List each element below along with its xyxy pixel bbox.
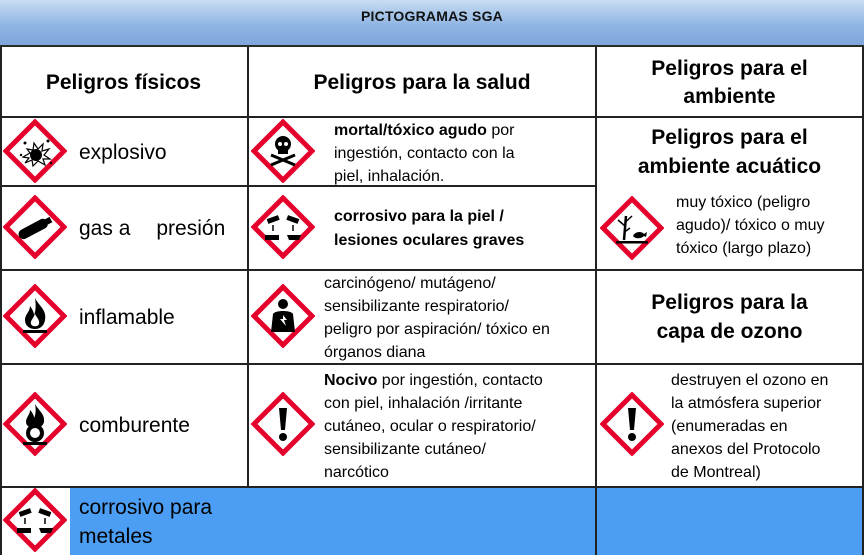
desc-ozone-line2: la atmósfera superior xyxy=(671,395,822,412)
health-hazard-icon xyxy=(251,284,315,348)
title-bar xyxy=(0,0,864,47)
label-gas-pressure xyxy=(79,214,225,243)
label-oxidizer: comburente xyxy=(79,414,190,437)
heading-aquatic-line1: Peligros para el xyxy=(651,126,808,149)
desc-aquatic-line2: agudo)/ tóxico o muy xyxy=(676,217,825,234)
heading-ozone-line1: Peligros para la xyxy=(651,291,808,314)
gas-cylinder-icon xyxy=(3,195,67,259)
desc-harmful-rest3: cutáneo, ocular o respiratorio/ xyxy=(324,418,536,435)
desc-ozone-line4: anexos del Protocolo xyxy=(671,441,821,458)
desc-aquatic xyxy=(676,191,825,260)
environment-icon xyxy=(600,196,664,260)
desc-ozone xyxy=(671,369,828,484)
desc-ozone-line5: de Montreal) xyxy=(671,464,761,481)
blank-cell-environment xyxy=(596,488,864,555)
desc-cmr xyxy=(324,272,550,364)
label-explosive: explosivo xyxy=(79,141,167,164)
exploding-bomb-icon xyxy=(3,119,67,183)
desc-skin-corrosion-line2: lesiones oculares graves xyxy=(334,232,525,249)
skull-crossbones-icon xyxy=(251,119,315,183)
desc-ozone-line1: destruyen el ozono en xyxy=(671,372,829,389)
grid-line xyxy=(0,486,864,488)
desc-acute-rest3: piel, inhalación. xyxy=(334,168,445,185)
desc-harmful-rest1: por ingestión, contacto xyxy=(377,372,543,389)
corrosion-icon xyxy=(3,488,67,552)
desc-aquatic-line3: tóxico (largo plazo) xyxy=(676,240,812,257)
grid-line xyxy=(0,116,864,118)
desc-harmful-rest5: narcótico xyxy=(324,464,389,481)
header-environment xyxy=(597,49,862,116)
label-flammable: inflamable xyxy=(79,306,175,329)
exclamation-mark-icon xyxy=(600,392,664,456)
desc-cmr-line3: peligro por aspiración/ tóxico en xyxy=(324,321,550,338)
label-gas-a: gas a xyxy=(79,217,131,240)
heading-aquatic-line2: ambiente acuático xyxy=(637,155,822,178)
label-corrosive-metals-line1: corrosivo para xyxy=(79,496,213,519)
desc-acute-rest2: ingestión, contacto con la xyxy=(334,145,515,162)
desc-acute-toxicity xyxy=(334,119,515,188)
header-health: Peligros para la salud xyxy=(313,70,531,94)
desc-cmr-line4: órganos diana xyxy=(324,344,426,361)
desc-ozone-line3: (enumeradas en xyxy=(671,418,788,435)
flame-over-circle-icon xyxy=(3,392,67,456)
grid-line xyxy=(0,47,2,555)
flame-icon xyxy=(3,284,67,348)
corrosion-icon xyxy=(251,195,315,259)
desc-skin-corrosion xyxy=(334,205,524,253)
desc-harmful xyxy=(324,369,543,484)
heading-ozone-line2: capa de ozono xyxy=(656,320,803,343)
desc-cmr-line2: sensibilizante respiratorio/ xyxy=(324,298,509,315)
header-environment-line2: ambiente xyxy=(683,84,776,108)
heading-ozone xyxy=(597,288,862,346)
desc-cmr-line1: carcinógeno/ mutágeno/ xyxy=(324,275,496,292)
exclamation-mark-icon xyxy=(251,392,315,456)
grid-line xyxy=(0,269,864,271)
header-environment-line1: Peligros para el xyxy=(651,56,808,80)
desc-skin-corrosion-line1: corrosivo para la piel / xyxy=(334,208,504,225)
desc-acute-rest1: por xyxy=(486,122,515,139)
heading-aquatic xyxy=(597,123,862,181)
desc-acute-bold: mortal/tóxico agudo xyxy=(334,122,487,139)
label-corrosive-metals xyxy=(79,493,212,551)
header-physical: Peligros físicos xyxy=(45,70,202,94)
desc-harmful-rest4: sensibilizante cutáneo/ xyxy=(324,441,486,458)
page-title: PICTOGRAMAS SGA xyxy=(361,8,503,24)
desc-harmful-bold: Nocivo xyxy=(324,372,378,389)
label-corrosive-metals-line2: metales xyxy=(79,525,153,548)
desc-aquatic-line1: muy tóxico (peligro xyxy=(676,194,811,211)
desc-harmful-rest2: con piel, inhalación /irritante xyxy=(324,395,523,412)
label-gas-presion: presión xyxy=(156,217,226,240)
